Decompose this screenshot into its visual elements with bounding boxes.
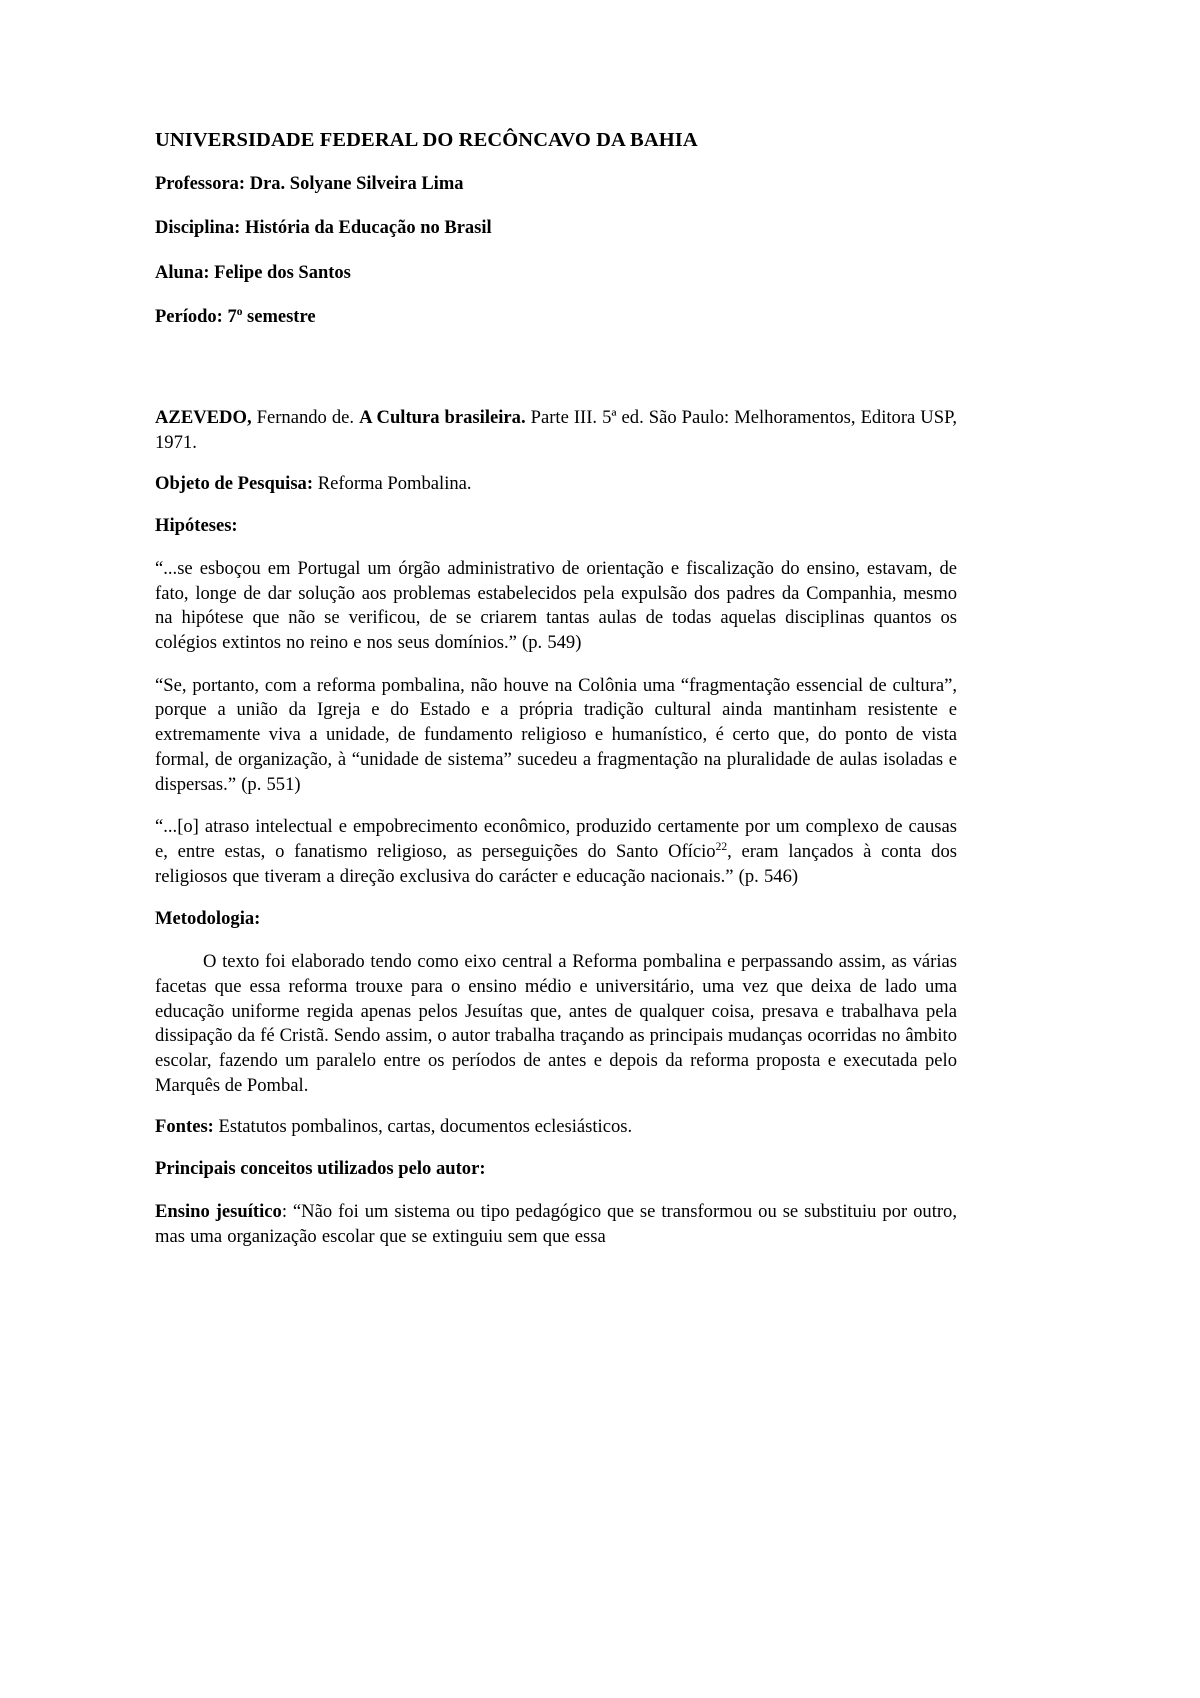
quote-3-part-2: , eram lançados à conta dos religiosos que tiveram a direção exclusiva do carácter e educação nacionais.” (p. 546) (155, 841, 958, 887)
discipline-label: Disciplina: (155, 218, 241, 239)
student-label: Aluna: (155, 262, 210, 283)
research-object-label: Objeto de Pesquisa: (155, 473, 314, 495)
professor-line (155, 173, 957, 195)
research-object-value: Reforma Pombalina. (313, 473, 472, 495)
concepts-heading: Principais conceitos utilizados pelo autor: (155, 1158, 486, 1180)
period-value-suffix: semestre (242, 306, 316, 327)
professor-label: Professora: (155, 174, 246, 195)
quote-2: “Se, portanto, com a reforma pombalina, não houve na Colônia uma “fragmentação essencial de cultura”, porque a união da Igreja e do Estado e a própria tradição cultural ainda mantinham resistente e extremamente viva a unidade, de fundamento religioso e humanístico, é certo que, do ponto de vista formal, de organização, à “unidade de sistema” sucedeu a fragmentação na pluralidade de aulas isoladas e dispersas.” (p. 551) (155, 674, 957, 795)
methodology-heading: Metodologia: (155, 908, 261, 930)
student-line (155, 262, 957, 284)
section-spacer (155, 350, 957, 406)
period-value: 7 (222, 306, 237, 327)
professor-value: Dra. Solyane Silveira Lima (245, 174, 464, 195)
citation-publication-info: Parte III. 5ª ed. São Paulo: Melhoramentos, Editora USP, 1971. (155, 406, 958, 453)
discipline-value: História da Educação no Brasil (240, 218, 492, 239)
citation-author-rest: Fernando de. (251, 406, 360, 428)
quote-1: “...se esboçou em Portugal um órgão administrativo de orientação e fiscalização do ensino, estavam, de fato, longe de dar solução aos problemas estabelecidos pela expulsão dos padres da Companhia, mesmo na hipótese que não se verificou, de se criarem tantas aulas de todas aquelas disciplinas quantos os colégios extintos no reino e nos seus domínios.” (p. 549) (155, 557, 957, 653)
hypotheses-heading: Hipóteses: (155, 515, 238, 537)
quote-3-part-1: “...[o] atraso intelectual e empobrecimento econômico, produzido certamente por um complexo de causas e, entre estas, o fanatismo religioso, as perseguições do Santo Ofício (155, 816, 957, 862)
sources-label: Fontes: (155, 1116, 214, 1138)
page-title: UNIVERSIDADE FEDERAL DO RECÔNCAVO DA BAHIA (155, 129, 698, 151)
quote-3 (155, 815, 957, 889)
period-line (155, 306, 957, 328)
research-object-line (155, 472, 957, 497)
bibliographic-citation (155, 406, 957, 455)
student-value: Felipe dos Santos (209, 262, 351, 283)
citation-work-title: A Cultura brasileira. (359, 406, 526, 428)
footnote-marker: 22 (715, 840, 728, 853)
period-ordinal-superscript: o (236, 305, 243, 318)
concept-entry-jesuit-teaching (155, 1200, 957, 1249)
concept-term: Ensino jesuítico (155, 1200, 282, 1222)
methodology-paragraph: O texto foi elaborado tendo como eixo central a Reforma pombalina e perpassando assim, as várias facetas que essa reforma trouxe para o ensino médio e universitário, uma vez que deixa de lado uma educação uniforme regida apenas pelos Jesuítas que, antes de qualquer coisa, presava e trabalhava pela dissipação da fé Cristã. Sendo assim, o autor trabalha traçando as principais mudanças ocorridas no âmbito escolar, fazendo um paralelo entre os períodos de antes e depois da reforma proposta e executada pelo Marquês de Pombal. (155, 951, 957, 1096)
citation-author: AZEVEDO, (155, 406, 252, 428)
concept-definition: : “Não foi um sistema ou tipo pedagógico que se transformou ou se substituiu por outro, mas uma organização escolar que se extinguiu sem que essa (155, 1200, 958, 1247)
discipline-line (155, 217, 957, 239)
sources-value: Estatutos pombalinos, cartas, documentos eclesiásticos. (213, 1116, 633, 1138)
sources-line (155, 1115, 957, 1140)
document-content (155, 128, 957, 1267)
period-label: Período: (155, 306, 223, 327)
